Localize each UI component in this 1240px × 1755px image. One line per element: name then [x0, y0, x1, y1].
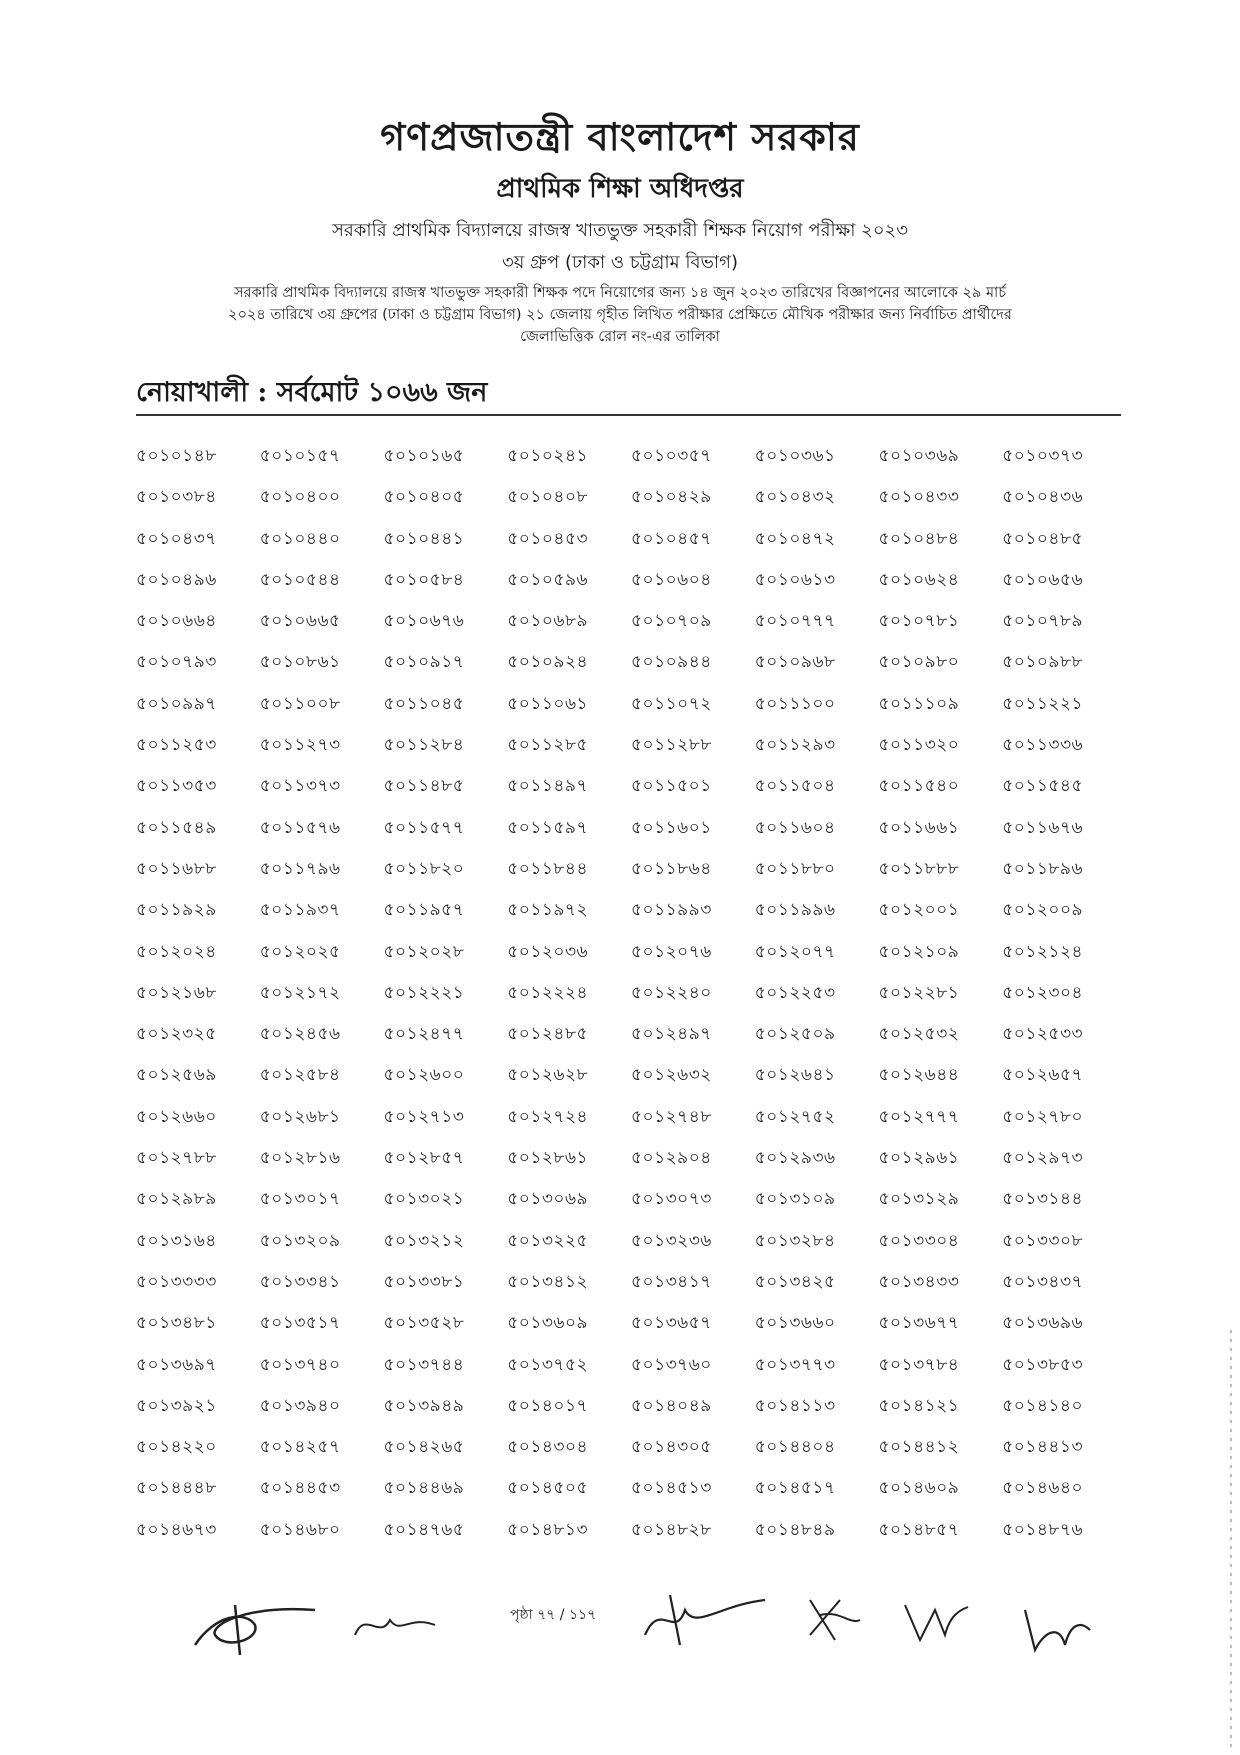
roll-number: ৫০১১৮২০ [383, 858, 465, 879]
roll-number: ৫০১৩১২৯ [878, 1189, 960, 1210]
roll-number: ৫০১৪০৪৯ [631, 1395, 712, 1416]
roll-row [136, 1179, 1126, 1220]
roll-number: ৫০১২৭৫২ [754, 1106, 836, 1127]
roll-number: ৫০১২৪৫৬ [259, 1024, 341, 1045]
roll-number: ৫০১৩৪৩৩ [878, 1271, 960, 1292]
roll-row [136, 560, 1126, 601]
signature-6 [1015, 1590, 1095, 1660]
roll-number: ৫০১১৩৩৬ [1002, 735, 1084, 756]
roll-number: ৫০১০৭৯৩ [136, 652, 217, 673]
roll-number: ৫০১০৪৫৩ [507, 528, 589, 549]
roll-row [136, 1345, 1126, 1386]
roll-number: ৫০১০২৪১ [507, 446, 589, 466]
roll-number: ৫০১৪৬৭৩ [136, 1519, 217, 1540]
roll-row [136, 1055, 1126, 1096]
roll-number: ৫০১০৬১৩ [754, 569, 836, 590]
roll-number: ৫০১০৭০৯ [631, 611, 712, 632]
roll-number: ৫০১০৯৯৭ [136, 693, 217, 714]
roll-number: ৫০১২০২৪ [136, 941, 217, 962]
roll-number: ৫০১২৬৫৭ [1002, 1065, 1084, 1086]
roll-number: ৫০১০৫৯৬ [507, 569, 589, 590]
roll-number: ৫০১৪৮৫৭ [878, 1519, 960, 1540]
roll-number: ৫০১০৮৬১ [259, 652, 341, 673]
roll-row [136, 932, 1126, 973]
roll-number: ৫০১২৬৬০ [136, 1106, 217, 1127]
roll-number: ৫০১২৬৪১ [754, 1065, 836, 1086]
roll-number: ৫০১২১৬৮ [136, 982, 217, 1003]
roll-number: ৫০১৩৪১২ [507, 1271, 589, 1292]
roll-number: ৫০১৪৩০৫ [631, 1437, 712, 1458]
roll-number: ৫০১০৪০০ [259, 487, 341, 508]
roll-number: ৫০১৩৯৪৯ [383, 1395, 465, 1416]
roll-number: ৫০১৩৭৪৪ [383, 1354, 465, 1375]
roll-number: ৫০১৩৪২৫ [754, 1271, 836, 1292]
roll-number: ৫০১১৫৭৭ [383, 817, 465, 838]
roll-number: ৫০১০১৫৭ [259, 446, 341, 466]
roll-row [136, 808, 1126, 849]
roll-number: ৫০১১২৮৫ [507, 735, 589, 756]
roll-number: ৫০১৩৯৪০ [259, 1395, 341, 1416]
exam-title: সরকারি প্রাথমিক বিদ্যালয়ে রাজস্ব খাতভুক্ত সহকারী শিক্ষক নিয়োগ পরীক্ষা ২০২৩ [332, 220, 908, 241]
roll-row [136, 601, 1126, 642]
roll-number: ৫০১১৬০১ [631, 817, 712, 838]
signature-3 [640, 1590, 770, 1650]
roll-number: ৫০১২৭২৪ [507, 1106, 589, 1127]
roll-number: ৫০১৩২৮৪ [754, 1230, 836, 1251]
roll-number: ৫০১৪৮৭৬ [1002, 1519, 1084, 1540]
roll-number: ৫০১১২৯৩ [754, 735, 836, 756]
roll-number: ৫০১১৮৪৪ [507, 858, 588, 879]
roll-number: ৫০১৩৭৮৪ [878, 1354, 960, 1375]
roll-number: ৫০১১৫৪০ [878, 776, 960, 797]
divider [136, 414, 1121, 416]
roll-number: ৫০১২২৮১ [878, 982, 960, 1003]
roll-number: ৫০১৩১৪৪ [1002, 1189, 1084, 1210]
roll-number: ৫০১২৬৮১ [259, 1106, 341, 1127]
roll-number: ৫০১০৩৬৯ [878, 446, 960, 466]
roll-number: ৫০১৩৭৬০ [631, 1354, 712, 1375]
roll-number: ৫০১০৪৮৪ [878, 528, 960, 549]
roll-number: ৫০১১৪৯৭ [507, 776, 589, 797]
roll-number: ৫০১৩৪৮১ [136, 1313, 217, 1334]
roll-number: ৫০১১০৪৫ [383, 693, 465, 714]
roll-number: ৫০১০৬৭৬ [383, 611, 465, 632]
roll-number: ৫০১০৬৮৯ [507, 611, 589, 632]
roll-number: ৫০১১১০০ [754, 693, 836, 714]
roll-number: ৫০১১০৬১ [507, 693, 589, 714]
roll-number: ৫০১০৪৮৫ [1002, 528, 1084, 549]
roll-number: ৫০১০১৬৫ [383, 446, 465, 466]
roll-number: ৫০১৩৬৬০ [754, 1313, 836, 1334]
roll-number: ৫০১৩২৩৬ [631, 1230, 712, 1251]
roll-row [136, 890, 1126, 931]
roll-number: ৫০১০৬০৪ [631, 569, 712, 590]
roll-number: ৫০১১২৮৮ [631, 735, 712, 756]
district-heading: নোয়াখালী : সর্বমোট ১০৬৬ জন [136, 377, 488, 408]
roll-number: ৫০১১৫৭৬ [259, 817, 341, 838]
roll-number: ৫০১২৮৫৭ [383, 1148, 465, 1169]
roll-row [136, 1427, 1126, 1468]
roll-number: ৫০১৪৬৮০ [259, 1519, 341, 1540]
roll-number: ৫০১৪৭৬৫ [383, 1519, 465, 1540]
roll-number: ৫০১০৭৮৯ [1002, 611, 1084, 632]
roll-number: ৫০১২২৪০ [631, 982, 712, 1003]
roll-number: ৫০১২০০১ [878, 900, 960, 921]
roll-number: ৫০১২১৭২ [259, 982, 341, 1003]
roll-number: ৫০১১২৫৩ [136, 735, 217, 756]
roll-number: ৫০১০৪৩২ [754, 487, 836, 508]
roll-number: ৫০১৩৩৪১ [259, 1271, 341, 1292]
roll-number: ৫০১৪৪১৩ [1002, 1437, 1084, 1458]
roll-number: ৫০১৪৩০৪ [507, 1437, 589, 1458]
roll-number: ৫০১৩১০৯ [754, 1189, 836, 1210]
roll-row [136, 1221, 1126, 1262]
roll-number: ৫০১০৩৫৭ [631, 446, 712, 466]
roll-number: ৫০১০৯৪৪ [631, 652, 712, 673]
roll-row [136, 725, 1126, 766]
roll-number: ৫০১১৯২৯ [136, 900, 217, 921]
roll-number: ৫০১৪৫১৩ [631, 1478, 712, 1499]
notice-line-2: ২০২৪ তারিখে ৩য় গ্রুপের (ঢাকা ও চট্টগ্রাম বিভাগ) ২১ জেলায় গৃহীত লিখিত পরীক্ষার প্রেক্ষিতে মৌখিক পরীক্ষার জন্য নির্বাচিত প্রার্থীদের [228, 307, 1012, 323]
roll-number: ৫০১০৩৭৩ [1002, 446, 1084, 466]
roll-number: ৫০১৪০১৭ [507, 1395, 589, 1416]
roll-number: ৫০১৪২২০ [136, 1437, 217, 1458]
signature-2 [350, 1605, 440, 1645]
roll-row [136, 1386, 1126, 1427]
roll-number: ৫০১৪৬০৯ [878, 1478, 960, 1499]
roll-number: ৫০১১৬০৪ [754, 817, 836, 838]
roll-number: ৫০১২৬২৮ [507, 1065, 589, 1086]
roll-row [136, 684, 1126, 725]
roll-number: ৫০১০৪৩৬ [1002, 487, 1084, 508]
roll-row [136, 1014, 1126, 1055]
roll-number: ৫০১৪১৪০ [1002, 1395, 1084, 1416]
roll-number: ৫০১৩৬৭৭ [878, 1313, 960, 1334]
roll-row [136, 1097, 1126, 1138]
roll-number: ৫০১০৪০৫ [383, 487, 465, 508]
roll-number: ৫০১২০৭৬ [631, 941, 712, 962]
roll-number: ৫০১৩৩৩৩ [136, 1271, 217, 1292]
roll-number: ৫০১০৪৩৩ [878, 487, 960, 508]
roll-number: ৫০১০৩৮৪ [136, 487, 217, 508]
roll-number: ৫০১০৪৩৭ [136, 528, 217, 549]
roll-number: ৫০১৩৭৫২ [507, 1354, 589, 1375]
roll-number: ৫০১০৪২৯ [631, 487, 712, 508]
roll-number: ৫০১১৮৯৬ [1002, 858, 1084, 879]
roll-number: ৫০১০৫৮৪ [383, 569, 465, 590]
roll-number: ৫০১৪৫১৭ [754, 1478, 836, 1499]
roll-number: ৫০১৩৬৯৬ [1002, 1313, 1084, 1334]
roll-number: ৫০১৩৩০৪ [878, 1230, 960, 1251]
roll-number: ৫০১০৪০৮ [507, 487, 589, 508]
signature-area [130, 1585, 1110, 1715]
signature-4 [800, 1590, 870, 1650]
roll-number: ৫০১১৮৮৮ [878, 858, 960, 879]
roll-number: ৫০১২০২৫ [259, 941, 341, 962]
roll-number: ৫০১২২২৪ [507, 982, 589, 1003]
roll-number: ৫০১০৪৭২ [754, 528, 836, 549]
roll-number: ৫০১০৭৮১ [878, 611, 960, 632]
roll-row [136, 642, 1126, 683]
roll-number: ৫০১২৬৪৪ [878, 1065, 960, 1086]
roll-number: ৫০১২৭৮৮ [136, 1148, 217, 1169]
roll-number: ৫০১৩৬০৯ [507, 1313, 589, 1334]
roll-number: ৫০১২৫৩২ [878, 1024, 960, 1045]
roll-number: ৫০১০৯৬৮ [754, 652, 836, 673]
roll-number: ৫০১০৯১৭ [383, 652, 465, 673]
roll-row [136, 1262, 1126, 1303]
notice-line-3: জেলাভিত্তিক রোল নং-এর তালিকা [520, 329, 720, 345]
roll-number: ৫০১২৬০০ [383, 1065, 465, 1086]
roll-number: ৫০১০৯২৪ [507, 652, 589, 673]
page-number: পৃষ্ঠা ৭৭ / ১১৭ [510, 1607, 597, 1623]
roll-number: ৫০১২৫০৯ [754, 1024, 836, 1045]
roll-number: ৫০১১৫০৪ [754, 776, 836, 797]
roll-number: ৫০১১২২১ [1002, 693, 1084, 714]
roll-number: ৫০১৪৪৫৩ [259, 1478, 341, 1499]
roll-number: ৫০১৩৭৪০ [259, 1354, 341, 1375]
roll-number: ৫০১২৮১৬ [259, 1148, 341, 1169]
roll-number: ৫০১১৯৯৬ [754, 900, 836, 921]
roll-number: ৫০১০৩৬১ [754, 446, 836, 466]
roll-number: ৫০১২৯৬১ [878, 1148, 960, 1169]
roll-number: ৫০১৪১২১ [878, 1395, 960, 1416]
roll-number: ৫০১১০৭২ [631, 693, 712, 714]
roll-number: ৫০১২৫৮৪ [259, 1065, 341, 1086]
roll-number: ৫০১২৩০৪ [1002, 982, 1084, 1003]
roll-number: ৫০১০৬২৪ [878, 569, 960, 590]
roll-number: ৫০১২৭১৩ [383, 1106, 465, 1127]
roll-row [136, 1303, 1126, 1344]
roll-number: ৫০১৩০৬৯ [507, 1189, 589, 1210]
roll-number: ৫০১২০৭৭ [754, 941, 836, 962]
roll-row [136, 973, 1126, 1014]
scan-margin-marks [1230, 1330, 1232, 1750]
roll-number: ৫০১৩৩৮১ [383, 1271, 465, 1292]
roll-number: ৫০১১৫৪৯ [136, 817, 217, 838]
roll-number: ৫০১৪৪০৪ [754, 1437, 836, 1458]
roll-number: ৫০১২৪৮৫ [507, 1024, 589, 1045]
roll-number: ৫০১২১২৪ [1002, 941, 1084, 962]
roll-number: ৫০১২৭৪৮ [631, 1106, 712, 1127]
roll-number: ৫০১১৯৫৭ [383, 900, 465, 921]
roll-number: ৫০১২৯৩৬ [754, 1148, 836, 1169]
roll-row [136, 1468, 1126, 1509]
roll-number: ৫০১১৭৯৬ [259, 858, 341, 879]
roll-number: ৫০১৪৮৪৯ [754, 1519, 836, 1540]
roll-number: ৫০১০৭৭৭ [754, 611, 836, 632]
roll-number: ৫০১১৮৮০ [754, 858, 836, 879]
roll-number: ৫০১৩০৭৩ [631, 1189, 712, 1210]
roll-number: ৫০১২৯৭৩ [1002, 1148, 1084, 1169]
roll-number: ৫০১১৩৫৩ [136, 776, 217, 797]
roll-number: ৫০১৩৯২১ [136, 1395, 217, 1416]
roll-number: ৫০১২৯৮৯ [136, 1189, 217, 1210]
roll-number: ৫০১৩০২১ [383, 1189, 465, 1210]
roll-number: ৫০১২৫৬৯ [136, 1065, 217, 1086]
roll-number: ৫০১১৯৭২ [507, 900, 589, 921]
roll-number: ৫০১৩৮৫৩ [1002, 1354, 1084, 1375]
roll-number: ৫০১১৪৮৫ [383, 776, 465, 797]
signature-5 [900, 1595, 970, 1645]
roll-number-grid [136, 436, 1126, 1551]
roll-number: ৫০১৪৪৬৯ [383, 1478, 465, 1499]
roll-row [136, 477, 1126, 518]
roll-number: ৫০১১২৮৪ [383, 735, 465, 756]
roll-number: ৫০১২২৫৩ [754, 982, 836, 1003]
roll-number: ৫০১৩০১৭ [259, 1189, 341, 1210]
roll-number: ৫০১১৫৪৫ [1002, 776, 1083, 797]
roll-row [136, 1510, 1126, 1551]
roll-number: ৫০১৩৬৯৭ [136, 1354, 217, 1375]
roll-number: ৫০১৩৫২৮ [383, 1313, 465, 1334]
roll-number: ৫০১৩৩০৮ [1002, 1230, 1084, 1251]
roll-number: ৫০১০৯৮০ [878, 652, 960, 673]
roll-number: ৫০১০৬৬৪ [136, 611, 217, 632]
roll-row [136, 519, 1126, 560]
roll-number: ৫০১৪১১৩ [754, 1395, 836, 1416]
roll-number: ৫০১১৫৯৭ [507, 817, 589, 838]
roll-number: ৫০১৩১৬৪ [136, 1230, 217, 1251]
roll-number: ৫০১১৯৯৩ [631, 900, 712, 921]
roll-number: ৫০১১৬৮৮ [136, 858, 217, 879]
roll-number: ৫০১০৫৪৪ [259, 569, 341, 590]
roll-number: ৫০১২০০৯ [1002, 900, 1084, 921]
roll-number: ৫০১৩৬৫৭ [631, 1313, 712, 1334]
roll-row [136, 436, 1126, 477]
roll-number: ৫০১১৯৩৭ [259, 900, 341, 921]
roll-number: ৫০১২৯০৪ [631, 1148, 712, 1169]
roll-number: ৫০১৩৫১৭ [259, 1313, 341, 1334]
roll-number: ৫০১৪৮২৮ [631, 1519, 712, 1540]
roll-number: ৫০১২৩২৫ [136, 1024, 217, 1045]
roll-number: ৫০১০১৪৮ [136, 446, 217, 466]
roll-number: ৫০১২৫৩৩ [1002, 1024, 1084, 1045]
roll-row [136, 766, 1126, 807]
group-title: ৩য় গ্রুপ (ঢাকা ও চট্টগ্রাম বিভাগ) [502, 252, 738, 273]
notice-line-1: সরকারি প্রাথমিক বিদ্যালয়ে রাজস্ব খাতভুক্ত সহকারী শিক্ষক পদে নিয়োগের জন্য ১৪ জুন ২০২৩ তারিখের বিজ্ঞাপনের আলোকে ২৯ মার্চ [233, 285, 1007, 301]
roll-number: ৫০১৪২৫৭ [259, 1437, 341, 1458]
roll-number: ৫০১২৬৩২ [631, 1065, 712, 1086]
roll-number: ৫০১১৩৭৩ [259, 776, 341, 797]
roll-number: ৫০১১০০৮ [259, 693, 341, 714]
roll-number: ৫০১১৩২০ [878, 735, 960, 756]
roll-number: ৫০১০৪৪১ [383, 528, 465, 549]
roll-row [136, 1138, 1126, 1179]
roll-number: ৫০১২০২৮ [383, 941, 465, 962]
department-title: প্রাথমিক শিক্ষা অধিদপ্তর [496, 174, 744, 204]
roll-number: ৫০১১৮৬৪ [631, 858, 712, 879]
roll-number: ৫০১২৮৬১ [507, 1148, 589, 1169]
roll-number: ৫০১০৪৪০ [259, 528, 341, 549]
government-title: গণপ্রজাতন্ত্রী বাংলাদেশ সরকার [380, 114, 860, 159]
roll-number: ৫০১০৯৮৮ [1002, 652, 1084, 673]
roll-number: ৫০১৪৪১২ [878, 1437, 960, 1458]
roll-number: ৫০১১৬৭৬ [1002, 817, 1084, 838]
roll-number: ৫০১৪২৬৫ [383, 1437, 465, 1458]
roll-row [136, 849, 1126, 890]
roll-number: ৫০১২৭৭৭ [878, 1106, 960, 1127]
roll-number: ৫০১২৪৯৭ [631, 1024, 712, 1045]
roll-number: ৫০১৪৮১৩ [507, 1519, 589, 1540]
roll-number: ৫০১১১০৯ [878, 693, 960, 714]
roll-number: ৫০১৪৫০৫ [507, 1478, 589, 1499]
roll-number: ৫০১২৪৭৭ [383, 1024, 465, 1045]
roll-number: ৫০১০৪৯৬ [136, 569, 217, 590]
roll-number: ৫০১০৬৬৫ [259, 611, 341, 632]
roll-number: ৫০১২৭৮০ [1002, 1106, 1084, 1127]
roll-number: ৫০১২২২১ [383, 982, 465, 1003]
roll-number: ৫০১১৫০১ [631, 776, 712, 797]
roll-number: ৫০১১৬৬১ [878, 817, 960, 838]
roll-number: ৫০১০৬৫৬ [1002, 569, 1084, 590]
roll-number: ৫০১৩২২৫ [507, 1230, 589, 1251]
roll-number: ৫০১০৪৫৭ [631, 528, 712, 549]
roll-number: ৫০১৩৪৩৭ [1002, 1271, 1084, 1292]
roll-number: ৫০১২০৩৬ [507, 941, 589, 962]
signature-1 [185, 1595, 325, 1665]
roll-number: ৫০১৪৬৪০ [1002, 1478, 1084, 1499]
roll-number: ৫০১৩২০৯ [259, 1230, 341, 1251]
roll-number: ৫০১৩৭৭৩ [754, 1354, 836, 1375]
roll-number: ৫০১৩৪১৭ [631, 1271, 712, 1292]
roll-number: ৫০১২১০৯ [878, 941, 960, 962]
roll-number: ৫০১৩২১২ [383, 1230, 465, 1251]
roll-number: ৫০১৪৪৪৮ [136, 1478, 217, 1499]
roll-number: ৫০১১২৭৩ [259, 735, 341, 756]
